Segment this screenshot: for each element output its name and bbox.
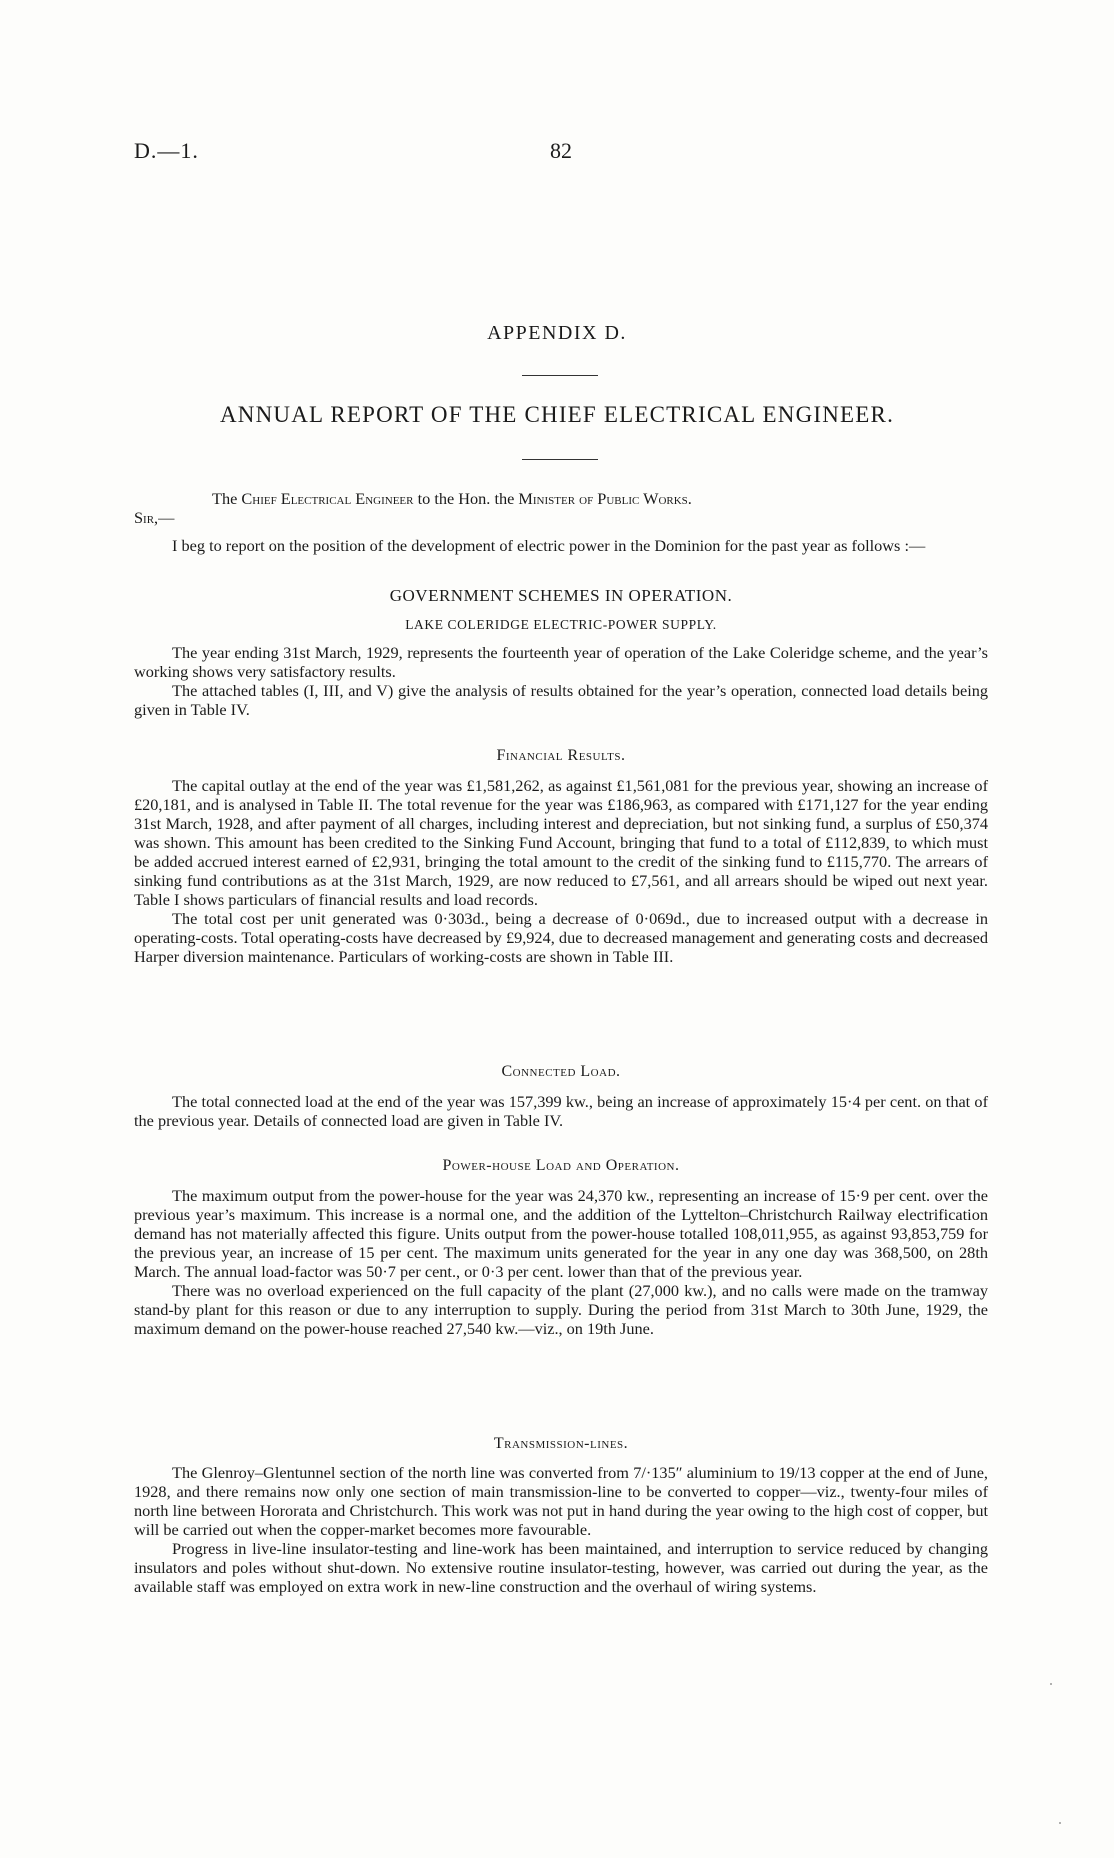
- financial-paragraph-1: The capital outlay at the end of the year was £1,581,262, as against £1,561,081 for the previous year, showing an increase of £20,181, and is analysed in Table II. The total revenue for the year was £186,963, as compared with £171,127 for the year ending 31st March, 1928, and after payment of all charges, including interest and depreciation, but not sinking fund, a surplus of £50,374 was shown. This amount has been credited to the Sinking Fund Account, bringing that fund to a total of £112,839, to which must be added accrued interest earned of £2,931, bringing the total amount to the credit of the sinking fund to £115,770. The arrears of sinking fund contributions as at the 31st March, 1929, are now reduced to £7,561, and all arrears should be wiped out next year. Table I shows particulars of financial results and load records.: [134, 776, 988, 909]
- scan-speck: [1059, 1822, 1061, 1824]
- transmission-paragraph-2: Progress in live-line insulator-testing and line-work has been maintained, and interruption to service reduced by changing insulators and poles without shut-down. No extensive routine insulator-testing, however, was carried out during the year, as the available staff was employed on extra work in new-line construction and the overhaul of wiring systems.: [134, 1539, 988, 1596]
- address-from: Chief Electrical Engineer: [241, 489, 414, 508]
- salutation: Sir,—: [134, 508, 175, 527]
- power-house-paragraph-1: The maximum output from the power-house for the year was 24,370 kw., representing an increase of 15·9 per cent. over the previous year’s maximum. This increase is a normal one, and the addition of the Lyttelton–Christchurch Railway electrification demand has not materially affected this figure. Units output from the power-house totalled 108,011,955, as against 93,853,759 for the previous year, an increase of 15 per cent. The maximum units generated for the year in any one day was 368,500, on 28th March. The annual load-factor was 50·7 per cent., or 0·3 per cent. lower than that of the previous year.: [134, 1186, 988, 1281]
- intro-paragraph-1: The year ending 31st March, 1929, represents the fourteenth year of operation of the Lake Coleridge scheme, and the year’s working shows very satisfactory results.: [134, 643, 988, 681]
- connected-load-paragraph: The total connected load at the end of the year was 157,399 kw., being an increase of approximately 15·4 per cent. on that of the previous year. Details of connected load are given in Table IV.: [134, 1092, 988, 1130]
- document-code: D.—1.: [134, 138, 199, 163]
- section-heading: GOVERNMENT SCHEMES IN OPERATION.: [389, 586, 733, 605]
- address-to-prefix: to the Hon. the: [417, 489, 515, 508]
- power-house-section: [134, 1186, 988, 1338]
- connected-load-section: [134, 1092, 988, 1130]
- financial-section: [134, 776, 988, 966]
- connected-load-heading: Connected Load.: [501, 1063, 621, 1080]
- transmission-paragraph-1: The Glenroy–Glentunnel section of the north line was converted from 7/·135″ aluminium to 19/13 copper at the end of June, 1928, and there remains now only one section of main transmission-line to be converted to copper—viz., twenty-four miles of north line between Hororata and Christchurch. This work was not put in hand during the year owing to the high cost of copper, but will be carried out when the copper-market becomes more favourable.: [134, 1463, 988, 1539]
- opening-text: I beg to report on the position of the development of electric power in the Dominion for the past year as follows :—: [172, 536, 926, 555]
- title-divider-bottom: [522, 459, 598, 460]
- financial-heading: Financial Results.: [496, 747, 626, 764]
- intro-paragraph-2: The attached tables (I, III, and V) give the analysis of results obtained for the year’s operation, connected load details being given in Table IV.: [134, 681, 988, 719]
- financial-paragraph-2: The total cost per unit generated was 0·303d., being a decrease of 0·069d., due to increased output with a decrease in operating-costs. Total operating-costs have decreased by £9,924, due to decreased management and generating costs and decreased Harper diversion maintenance. Particulars of working-costs are shown in Table III.: [134, 909, 988, 966]
- power-house-heading: Power-house Load and Operation.: [442, 1157, 680, 1174]
- scan-speck: [1050, 1683, 1052, 1685]
- intro-section: [134, 643, 988, 719]
- title-divider-top: [522, 375, 598, 376]
- page-number: 82: [550, 138, 572, 163]
- opening-paragraph: [134, 536, 988, 555]
- address-line: The Chief Electrical Engineer to the Hon. the Minister of Public Works.: [212, 489, 692, 508]
- address-to: Minister of Public Works.: [518, 489, 692, 508]
- sub-heading: LAKE COLERIDGE ELECTRIC-POWER SUPPLY.: [405, 617, 717, 632]
- appendix-title: APPENDIX D.: [487, 322, 627, 344]
- report-title: ANNUAL REPORT OF THE CHIEF ELECTRICAL ENGINEER.: [219, 402, 895, 427]
- transmission-heading: Transmission-lines.: [493, 1435, 629, 1452]
- power-house-paragraph-2: There was no overload experienced on the full capacity of the plant (27,000 kw.), and no calls were made on the tramway stand-by plant for this reason or due to any interruption to supply. During the period from 31st March to 30th June, 1929, the maximum demand on the power-house reached 27,540 kw.—viz., on 19th June.: [134, 1281, 988, 1338]
- transmission-section: [134, 1463, 988, 1596]
